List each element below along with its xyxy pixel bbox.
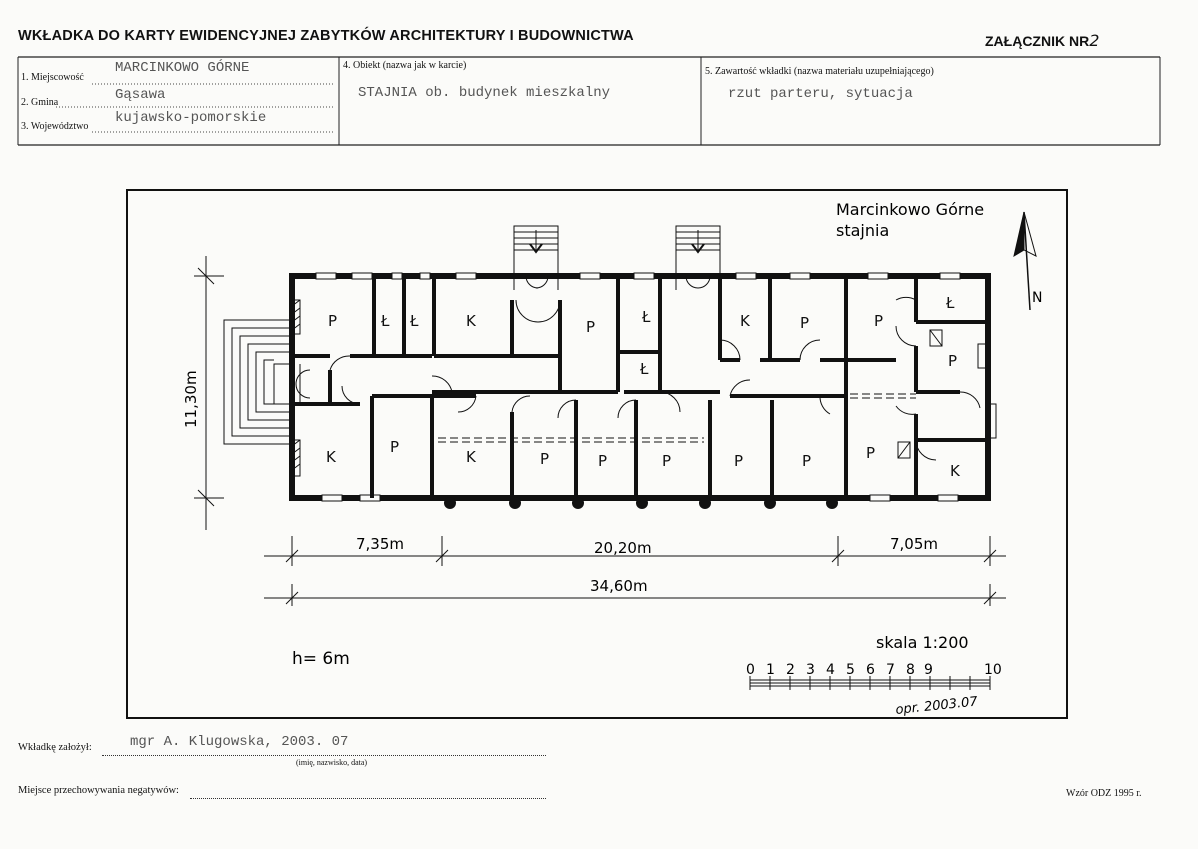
room-label: K <box>466 448 476 466</box>
dim-total: 34,60m <box>590 577 648 595</box>
room-label: P <box>866 444 876 462</box>
room-label: Ł <box>640 360 649 378</box>
room-label: Ł <box>946 294 955 312</box>
drawing-title-1: Marcinkowo Górne <box>836 200 985 219</box>
room-label: Ł <box>410 312 419 330</box>
scale-ticks <box>746 662 1002 678</box>
form-code: Wzór ODZ 1995 r. <box>1066 788 1142 799</box>
obiekt-value: STAJNIA ob. budynek mieszkalny <box>358 85 611 101</box>
room-label: P <box>874 312 884 330</box>
miejscowosc-label: 1. Miejscowość <box>21 72 84 83</box>
drawing-title-2: stajnia <box>836 221 890 240</box>
author-line <box>102 754 546 756</box>
gmina-label: 2. Gmina <box>21 97 59 108</box>
dim-right: 7,05m <box>890 535 939 553</box>
room-label: K <box>740 312 750 330</box>
dim-left: 7,35m <box>356 535 405 553</box>
attachment-label: ZAŁĄCZNIK NR <box>985 33 1090 49</box>
zawartosc-label: 5. Zawartość wkładki (nazwa materiału uzupełniającego) <box>705 66 934 77</box>
room-label: K <box>466 312 476 330</box>
room-label: P <box>540 450 550 468</box>
room-label: P <box>948 352 958 370</box>
room-label: P <box>390 438 400 456</box>
height-label: h= 6m <box>292 649 350 669</box>
scale-tick: 8 <box>906 662 915 678</box>
scale-tick: 2 <box>786 662 795 678</box>
negatives-label: Miejsce przechowywania negatywów: <box>18 785 179 796</box>
north-label: N <box>1032 290 1043 306</box>
scale-tick: 7 <box>886 662 895 678</box>
room-label: K <box>950 462 960 480</box>
scale-tick: 0 <box>746 662 755 678</box>
author-hint: (imię, nazwisko, data) <box>296 758 368 767</box>
scale-tick: 4 <box>826 662 835 678</box>
outer-walls <box>292 276 988 498</box>
scale-tick: 1 <box>766 662 775 678</box>
negatives-line <box>190 797 546 799</box>
room-label: P <box>586 318 596 336</box>
room-label: P <box>598 452 608 470</box>
scale-tick: 6 <box>866 662 875 678</box>
wojewodztwo-label: 3. Województwo <box>21 121 89 132</box>
room-label: Ł <box>381 312 390 330</box>
room-label: P <box>800 314 810 332</box>
left-steps <box>224 320 310 444</box>
scale-tick: 10 <box>984 662 1002 678</box>
interior-walls <box>292 278 988 498</box>
scale-label: skala 1:200 <box>876 633 969 652</box>
room-label: Ł <box>642 308 651 326</box>
room-label: P <box>662 452 672 470</box>
room-label: K <box>326 448 336 466</box>
zawartosc-value: rzut parteru, sytuacja <box>728 86 913 102</box>
obiekt-label: 4. Obiekt (nazwa jak w karcie) <box>343 60 467 71</box>
room-label: P <box>328 312 338 330</box>
scale-bar <box>750 676 990 690</box>
miejscowosc-value: MARCINKOWO GÓRNE <box>115 60 250 76</box>
scale-tick: 5 <box>846 662 855 678</box>
attachment-number-value: 2 <box>1089 31 1100 50</box>
height-dim-label: 11,30m <box>182 370 200 428</box>
room-label: P <box>802 452 812 470</box>
room-label: P <box>734 452 744 470</box>
form-title: WKŁADKA DO KARTY EWIDENCYJNEJ ZABYTKÓW ARCHITEKTURY I BUDOWNICTWA <box>18 28 634 44</box>
room-labels <box>326 294 961 480</box>
dim-middle: 20,20m <box>594 539 652 557</box>
wojewodztwo-value: kujawsko-pomorskie <box>115 110 267 126</box>
author-value: mgr A. Klugowska, 2003. 07 <box>130 734 349 750</box>
scale-tick: 9 <box>924 662 933 678</box>
gmina-value: Gąsawa <box>115 87 166 103</box>
scale-tick: 3 <box>806 662 815 678</box>
author-label: Wkładkę założył: <box>18 742 92 753</box>
signature-note: opr. 2003.07 <box>894 694 979 718</box>
